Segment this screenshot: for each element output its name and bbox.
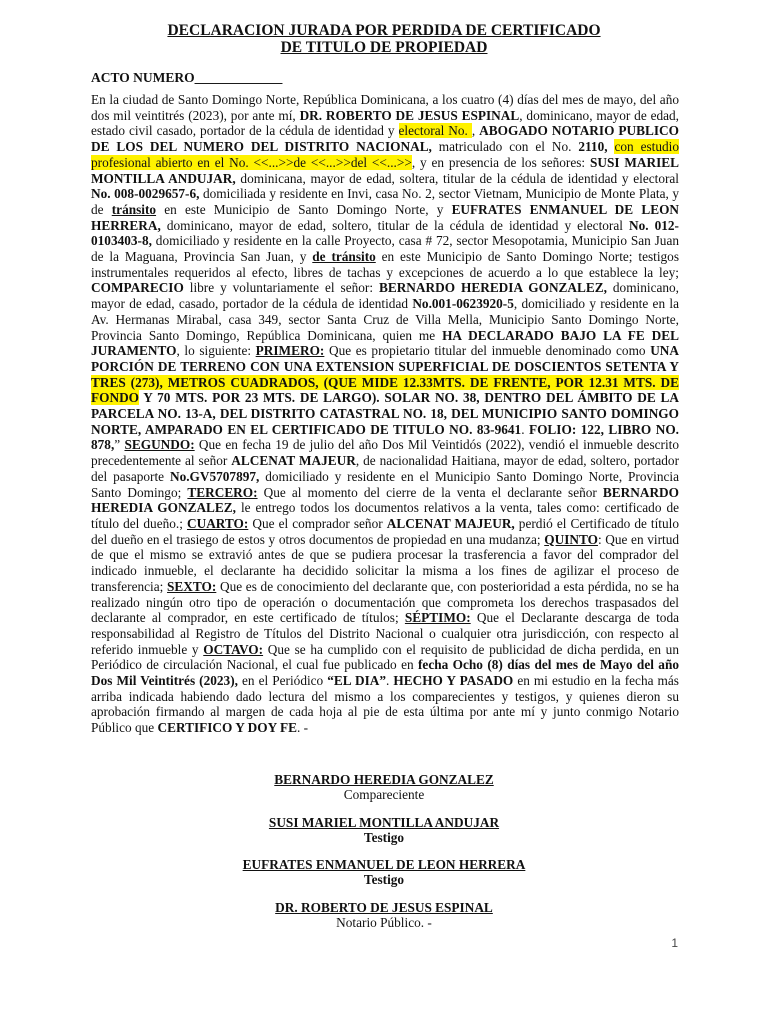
body-text: Que al momento del cierre de la venta el declarante señor <box>257 484 603 500</box>
body-text: . <box>386 673 394 689</box>
body-text: dominicano, mayor de edad, casado, portador de la cédula de identidad <box>91 280 680 312</box>
signature-role: Notario Público. - <box>336 915 432 930</box>
clause-label-segundo: SEGUNDO: <box>124 437 195 453</box>
body-bold: COMPARECIO <box>91 280 184 296</box>
page-number: 1 <box>671 936 678 950</box>
body-bold: HECHO Y PASADO <box>393 673 514 689</box>
clause-label-primero: PRIMERO: <box>255 343 325 359</box>
highlighted-text: TRES (273), METROS CUADRADOS, (QUE MIDE 12.33MTS. DE FRENTE, POR 12.31 MTS. DE FONDO <box>91 374 679 406</box>
title-line-2: DE TITULO DE PROPIEDAD <box>280 39 488 56</box>
body-bold-underline: tránsito <box>111 201 157 217</box>
signature-name: SUSI MARIEL MONTILLA ANDUJAR <box>268 815 500 830</box>
body-bold: fecha Ocho (8) días del mes de Mayo del año Dos Mil Veintitrés (2023), <box>91 657 679 689</box>
body-bold: ALCENAT MAJEUR <box>231 453 356 469</box>
acto-numero: ACTO NUMERO_____________ <box>91 70 283 85</box>
body-text: Que es propietario titular del inmueble denominado como <box>324 343 651 359</box>
body-text: domiciliado y residente en la calle Proyecto, casa # 72, sector Mesopotamia, Municipio San Juan de la Maguana, Provincia San Juan, y <box>91 233 679 265</box>
body-text: , y en presencia de los señores: <box>411 154 590 170</box>
body-text: en mi estudio en la fecha más arriba indicada habiendo dado lectura del mismo a los comparecientes y testigos, y quienes dieron su aprobación firmando al margen de cada hoja al pie de esta última por ante mí y junto conmigo Notario Público que <box>91 673 679 736</box>
body-text: : Que en virtud de que el mismo se extravió antes de que se pudiera procesar la trasferencia a favor del comprador del indicado inmueble, el declarante ha decidido solicitar la misma a los fines de agilizar el proceso de transferencia; <box>91 531 680 594</box>
body-text: perdió el Certificado de título del dueño en el trasiego de estos y otros documentos de propiedad en una mudanza; <box>91 515 679 547</box>
body-bold: EUFRATES ENMANUEL DE LEON HERRERA, <box>91 201 680 233</box>
body-text: en este Municipio de Santo Domingo Norte, y <box>156 201 452 217</box>
title-line-1: DECLARACION JURADA POR PERDIDA DE CERTIFICADO <box>167 22 601 39</box>
body-text: en el Periódico <box>237 673 328 689</box>
body-bold: No. 012-0103403-8, <box>91 217 679 249</box>
body-bold: UNA PORCIÓN DE TERRENO CON UNA EXTENSION SUPERFICIAL DE DOSCIENTOS SETENTA Y <box>91 343 679 374</box>
clause-label-quinto: QUINTO <box>544 531 598 547</box>
signature-block-testigo-1 <box>0 815 768 845</box>
body-text: Que se ha cumplido con el requisito de publicidad de dicha perdida, en un Periódico de circulación Nacional, el cual fue publicado en <box>91 641 679 673</box>
document-title <box>0 22 768 56</box>
signature-role: Compareciente <box>343 787 425 802</box>
body-text: , lo siguiente: <box>176 343 256 359</box>
body-text: ” <box>114 437 125 453</box>
signature-block-notario <box>0 900 768 930</box>
clause-label-octavo: OCTAVO: <box>203 641 264 657</box>
body-bold: 2110, <box>578 139 608 155</box>
signature-name: BERNARDO HEREDIA GONZALEZ <box>274 772 494 787</box>
highlighted-text: electoral No. <box>398 123 472 139</box>
body-text: , <box>471 123 480 139</box>
highlighted-text: con estudio profesional abierto en el No. <<...>>de <<...>>del <<...>> <box>91 139 679 170</box>
body-bold: ALCENAT MAJEUR, <box>386 515 515 531</box>
body-bold: BERNARDO HEREDIA GONZALEZ, <box>91 484 679 516</box>
body-bold: No.001-0623920-5 <box>412 296 514 312</box>
body-text: . <box>521 421 529 437</box>
signature-name: EUFRATES ENMANUEL DE LEON HERRERA <box>242 857 526 872</box>
body-bold: Y 70 MTS. POR 23 MTS. DE LARGO). SOLAR NO. 38, DENTRO DEL ÁMBITO DE LA PARCELA NO. 13-A, DEL DISTRITO CATASTRAL NO. 18, DEL MUNICIPIO SANTO DOMINGO NORTE, AMPARADO EN EL CERTIFICADO DE TITULO NO. 83-9641 <box>91 390 679 437</box>
clause-label-cuarto: CUARTO: <box>186 515 249 531</box>
body-bold: SUSI MARIEL MONTILLA ANDUJAR, <box>91 154 680 186</box>
body-bold: HA DECLARADO BAJO LA FE DEL JURAMENTO <box>91 327 679 359</box>
body-text: Que es de conocimiento del declarante que, con posterioridad a esta pérdida, no se ha realizado ningún otro tipo de operación o documentación que comprometa los derechos traspasados del declarante al comprador, en este certificado de títulos; <box>91 578 679 626</box>
body-text: libre y voluntariamente el señor: <box>183 280 379 296</box>
body-text: . - <box>297 720 309 736</box>
body-text: en este Municipio de Santo Domingo Norte; testigos instrumentales requeridos al efecto, libres de tachas y excepciones de acuerdo a lo que establece la ley; <box>91 249 679 280</box>
signature-block-compareciente <box>0 772 768 802</box>
body-bold: BERNARDO HEREDIA GONZALEZ, <box>378 280 607 296</box>
clause-label-tercero: TERCERO: <box>187 484 258 500</box>
signature-block-testigo-2 <box>0 857 768 887</box>
body-text: , de nacionalidad Haitiana, mayor de edad, soltero, portador del pasaporte <box>91 453 679 484</box>
body-text: dominicano, mayor de edad, soltero, titular de la cédula de identidad y electoral <box>160 217 629 233</box>
body-bold: No. 008-0029657-6, <box>91 186 200 202</box>
signature-name: DR. ROBERTO DE JESUS ESPINAL <box>275 900 493 915</box>
signature-role: Testigo <box>363 872 405 887</box>
body-bold: “EL DIA” <box>327 673 386 689</box>
body-text: , domiciliado y residente en la Av. Hermanas Mirabal, casa 349, sector Santa Cruz de Villa Mella, Municipio Santo Domingo Norte, Provincia Santo Domingo, República Dominicana, quien me <box>91 296 679 343</box>
body-text: , dominicano, mayor de edad, estado civil casado, portador de la cédula de identidad y <box>91 107 679 139</box>
body-bold: DR. ROBERTO DE JESUS ESPINAL <box>299 107 520 123</box>
body-text: Que el comprador señor <box>248 515 387 531</box>
body-text: Que en fecha 19 de julio del año Dos Mil Veintidós (2022), vendió el inmueble descrito precedentemente al señor <box>91 437 679 469</box>
body-bold: FOLIO: 122, LIBRO NO. 878, <box>91 421 679 453</box>
clause-label-septimo: SÉPTIMO: <box>404 610 471 626</box>
body-bold: CERTIFICO Y DOY FE <box>157 720 298 736</box>
body-text: domiciliado y residente en el Municipio Santo Domingo Norte, Provincia Santo Domingo; <box>91 468 680 500</box>
body-bold: No.GV5707897, <box>169 468 260 484</box>
body-text: Que el Declarante descarga de toda responsabilidad al Registro de Títulos del Distrito Nacional o cualquier otra jurisdicción, con respecto al referido inmueble y <box>91 610 680 657</box>
body-text: le entrego todos los documentos relativos a la venta, tales como: certificado de título del dueño.; <box>91 500 679 531</box>
body-text: matriculado con el No. <box>431 139 579 155</box>
body-text: En la ciudad de Santo Domingo Norte, República Dominicana, a los cuatro (4) días del mes de mayo, del año dos mil veintitrés (2023), por ante mí, <box>91 92 679 123</box>
clause-label-sexto: SEXTO: <box>167 578 217 594</box>
body-text: dominicana, mayor de edad, soltera, titular de la cédula de identidad y electoral <box>235 170 680 186</box>
signature-role: Testigo <box>363 830 405 845</box>
declaration-body <box>91 92 679 736</box>
body-bold-underline: de tránsito <box>312 249 376 265</box>
body-bold: ABOGADO NOTARIO PUBLICO DE LOS DEL NUMERO DEL DISTRITO NACIONAL, <box>91 123 679 155</box>
body-text: domiciliada y residente en Invi, casa No. 2, sector Vietnam, Municipio de Monte Plata, y de <box>91 186 679 217</box>
